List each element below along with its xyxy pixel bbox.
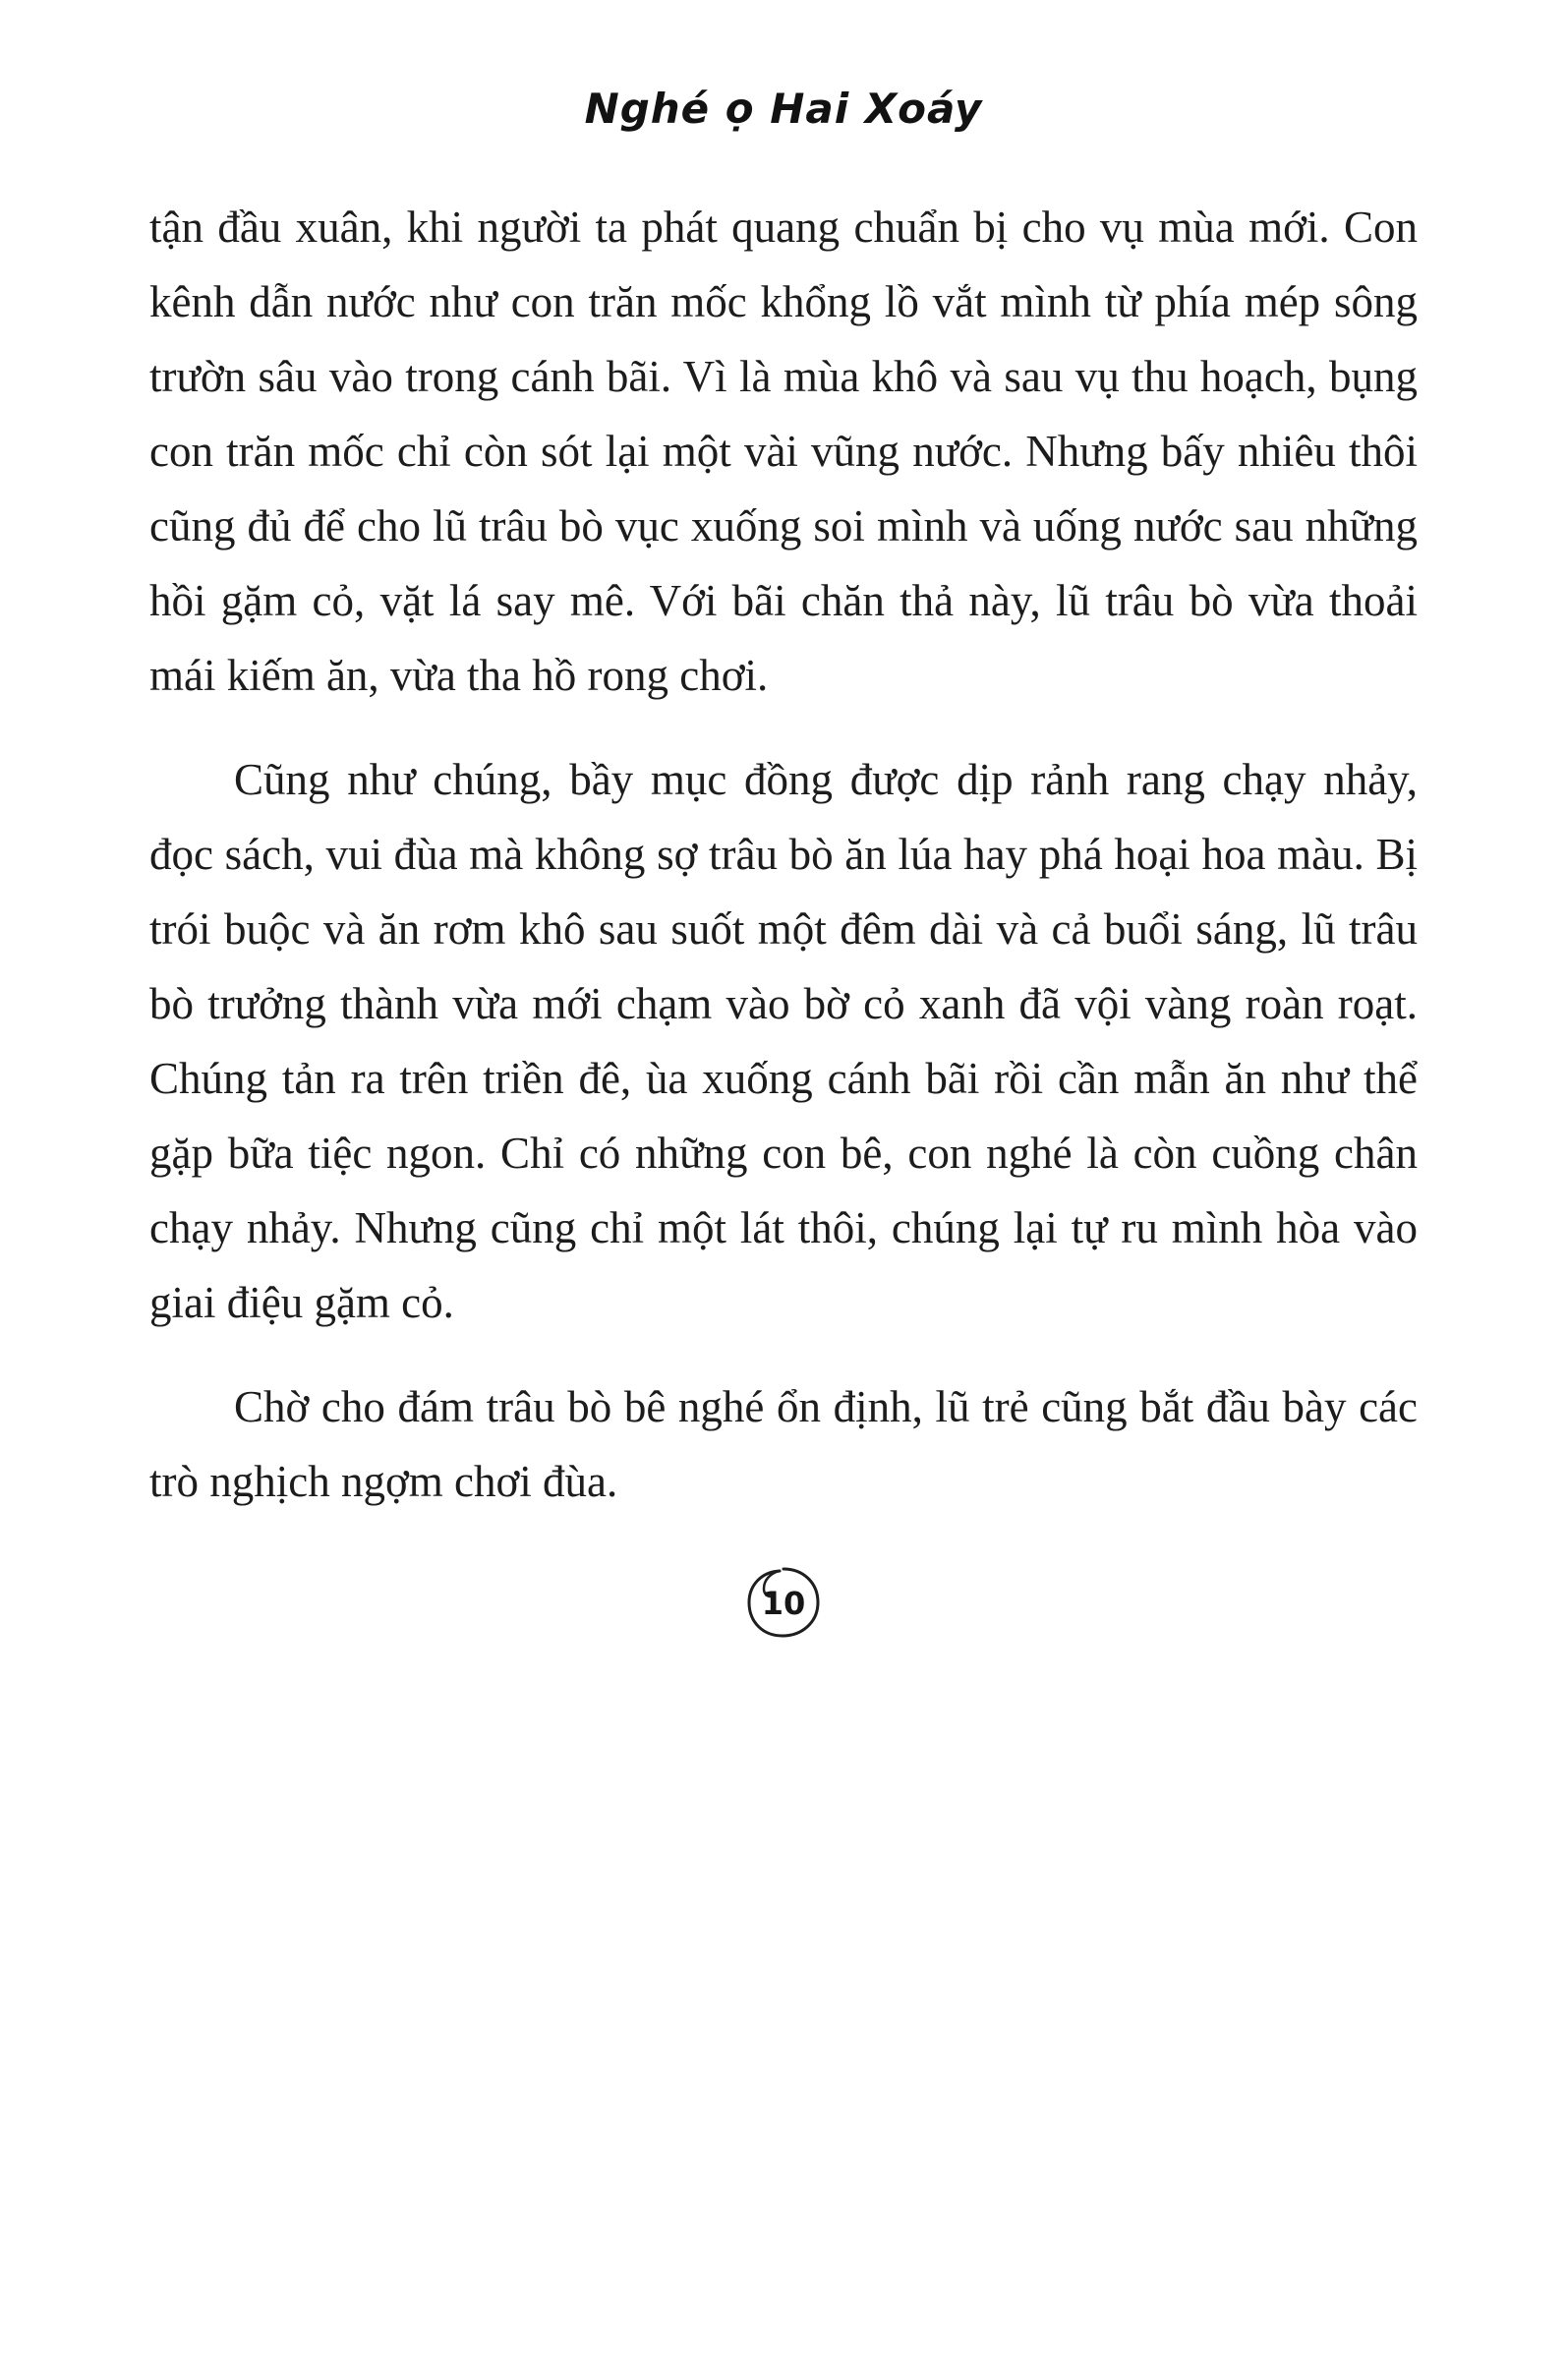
body-paragraph: Cũng như chúng, bầy mục đồng được dịp rảnh rang chạy nhảy, đọc sách, vui đùa mà không sợ trâu bò ăn lúa hay phá hoại hoa màu. Bị trói buộc và ăn rơm khô sau suốt một đêm dài và cả buổi sáng, lũ trâu bò trưởng thành vừa mới chạm vào bờ cỏ xanh đã vội vàng roàn roạt. Chúng tản ra trên triền đê, ùa xuống cánh bãi rồi cần mẫn ăn như thể gặp bữa tiệc ngon. Chỉ có những con bê, con nghé là còn cuồng chân chạy nhảy. Nhưng cũng chỉ một lát thôi, chúng lại tự ru mình hòa vào giai điệu gặm cỏ. [149, 755, 1418, 1327]
running-header-title: Nghé ọ Hai Xoáy [584, 85, 983, 133]
page-number: 10 [761, 1585, 806, 1622]
body-paragraph: Chờ cho đám trâu bò bê nghé ổn định, lũ trẻ cũng bắt đầu bày các trò nghịch ngợm chơi đùa. [149, 1382, 1418, 1506]
body-paragraph: tận đầu xuân, khi người ta phát quang chuẩn bị cho vụ mùa mới. Con kênh dẫn nước như con trăn mốc khổng lồ vắt mình từ phía mép sông trườn sâu vào trong cánh bãi. Vì là mùa khô và sau vụ thu hoạch, bụng con trăn mốc chỉ còn sót lại một vài vũng nước. Nhưng bấy nhiêu thôi cũng đủ để cho lũ trâu bò vục xuống soi mình và uống nước sau những hồi gặm cỏ, vặt lá say mê. Với bãi chăn thả này, lũ trâu bò vừa thoải mái kiếm ăn, vừa tha hồ rong chơi. [149, 203, 1418, 700]
page-footer [0, 1564, 1567, 1700]
page-number-ornament [741, 1564, 826, 1641]
page-body-text [149, 190, 1418, 1519]
